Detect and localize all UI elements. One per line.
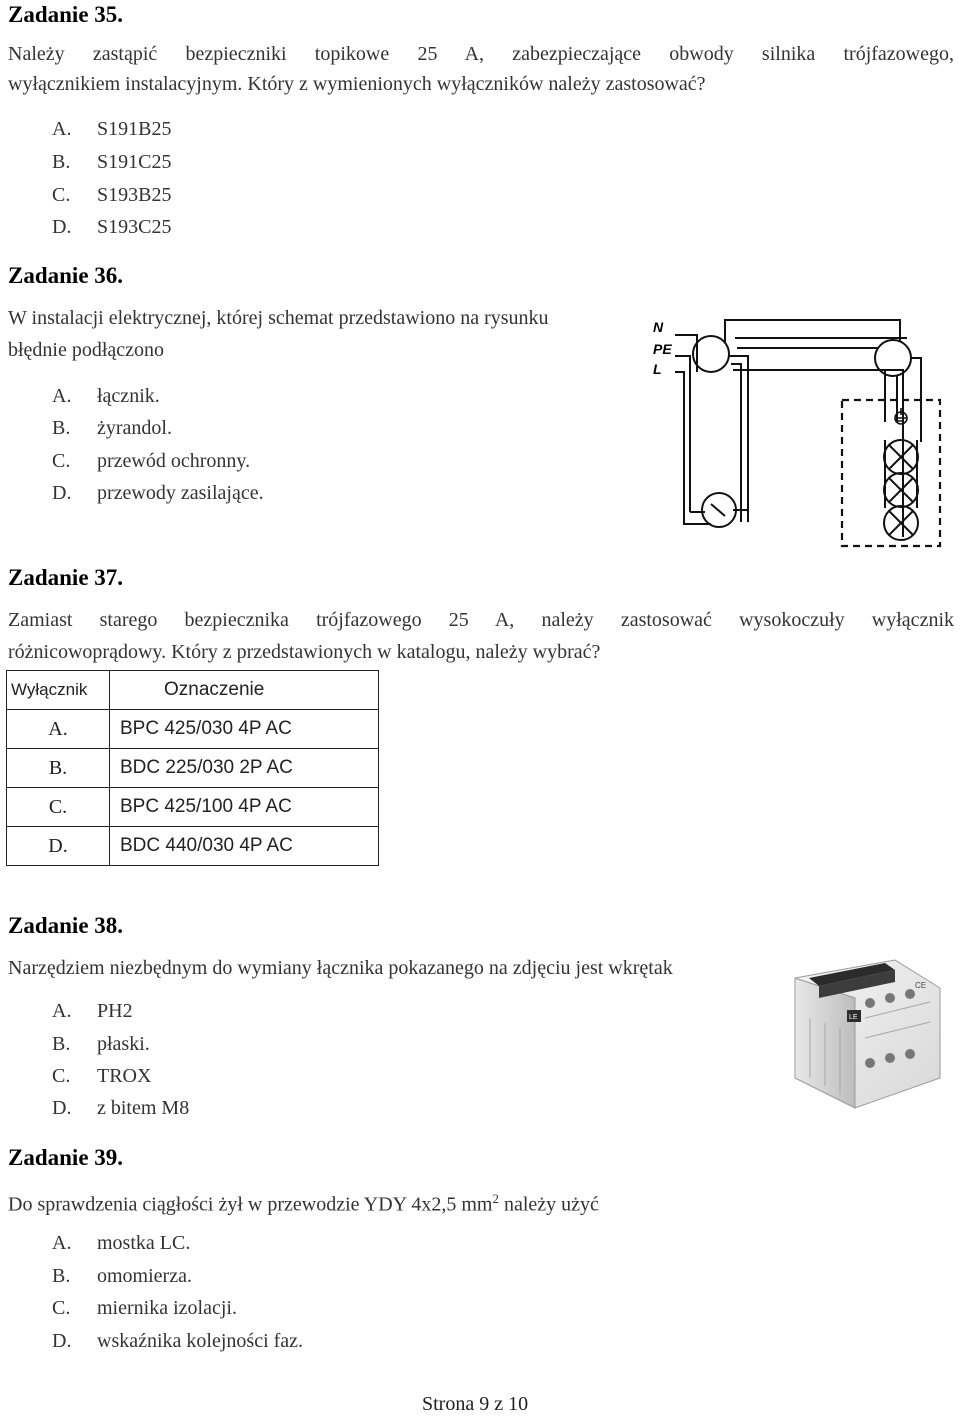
q35-title: Zadanie 35. — [8, 2, 124, 27]
table-cell-letter: A. — [7, 710, 110, 749]
q37-text-line2: różnicowoprądowy. Który z przedstawionych w katalogu, należy wybrać? — [8, 641, 601, 663]
diagram-label-n: N — [653, 319, 664, 335]
table-cell-code: BPC 425/100 4P AC — [110, 788, 379, 827]
q36-title: Zadanie 36. — [8, 263, 124, 288]
q36-text-line2: błędnie podłączono — [8, 339, 165, 361]
breaker-ce-label: CE — [915, 981, 927, 990]
table-header-oznaczenie: Oznaczenie — [110, 671, 379, 710]
catalog-table — [6, 670, 379, 866]
circuit-breaker-photo — [775, 958, 955, 1118]
table-cell-letter: B. — [7, 749, 110, 788]
diagram-label-pe: PE — [653, 341, 672, 357]
table-row — [7, 788, 379, 827]
q38-title: Zadanie 38. — [8, 913, 124, 938]
page-number: Strona 9 z 10 — [422, 1393, 529, 1415]
q37-title: Zadanie 37. — [8, 565, 124, 590]
table-cell-code: BPC 425/030 4P AC — [110, 710, 379, 749]
q39-text-line1: Do sprawdzenia ciągłości żył w przewodzie YDY 4x2,5 $mm^2$ należy użyć — [8, 1191, 599, 1216]
table-row — [7, 749, 379, 788]
table-row — [7, 710, 379, 749]
breaker-brand-label: LE — [849, 1014, 858, 1021]
table-header-row — [7, 671, 379, 710]
q38-text-line1: Narzędziem niezbędnym do wymiany łącznika pokazanego na zdjęciu jest wkrętak — [8, 957, 673, 979]
table-cell-letter: D. — [7, 827, 110, 866]
q39-title: Zadanie 39. — [8, 1145, 124, 1170]
table-cell-code: BDC 225/030 2P AC — [110, 749, 379, 788]
q37-text-line1: Zamiast starego bezpiecznika trójfazowego 25 A, należy zastosować wysokoczuły wyłącznik — [8, 609, 954, 631]
table-cell-code: BDC 440/030 4P AC — [110, 827, 379, 866]
q35-text-line1: Należy zastąpić bezpieczniki topikowe 25 A, zabezpieczające obwody silnika trójfazowego, — [8, 43, 954, 65]
table-header-wylacznik: Wyłącznik — [7, 671, 110, 710]
table-row — [7, 827, 379, 866]
table-cell-letter: C. — [7, 788, 110, 827]
diagram-label-l: L — [653, 361, 662, 377]
q35-text-line2: wyłącznikiem instalacyjnym. Który z wymienionych wyłączników należy zastosować? — [8, 73, 706, 95]
q36-text-line1: W instalacji elektrycznej, której schemat przedstawiono na rysunku — [8, 307, 549, 329]
wiring-diagram — [645, 312, 950, 552]
